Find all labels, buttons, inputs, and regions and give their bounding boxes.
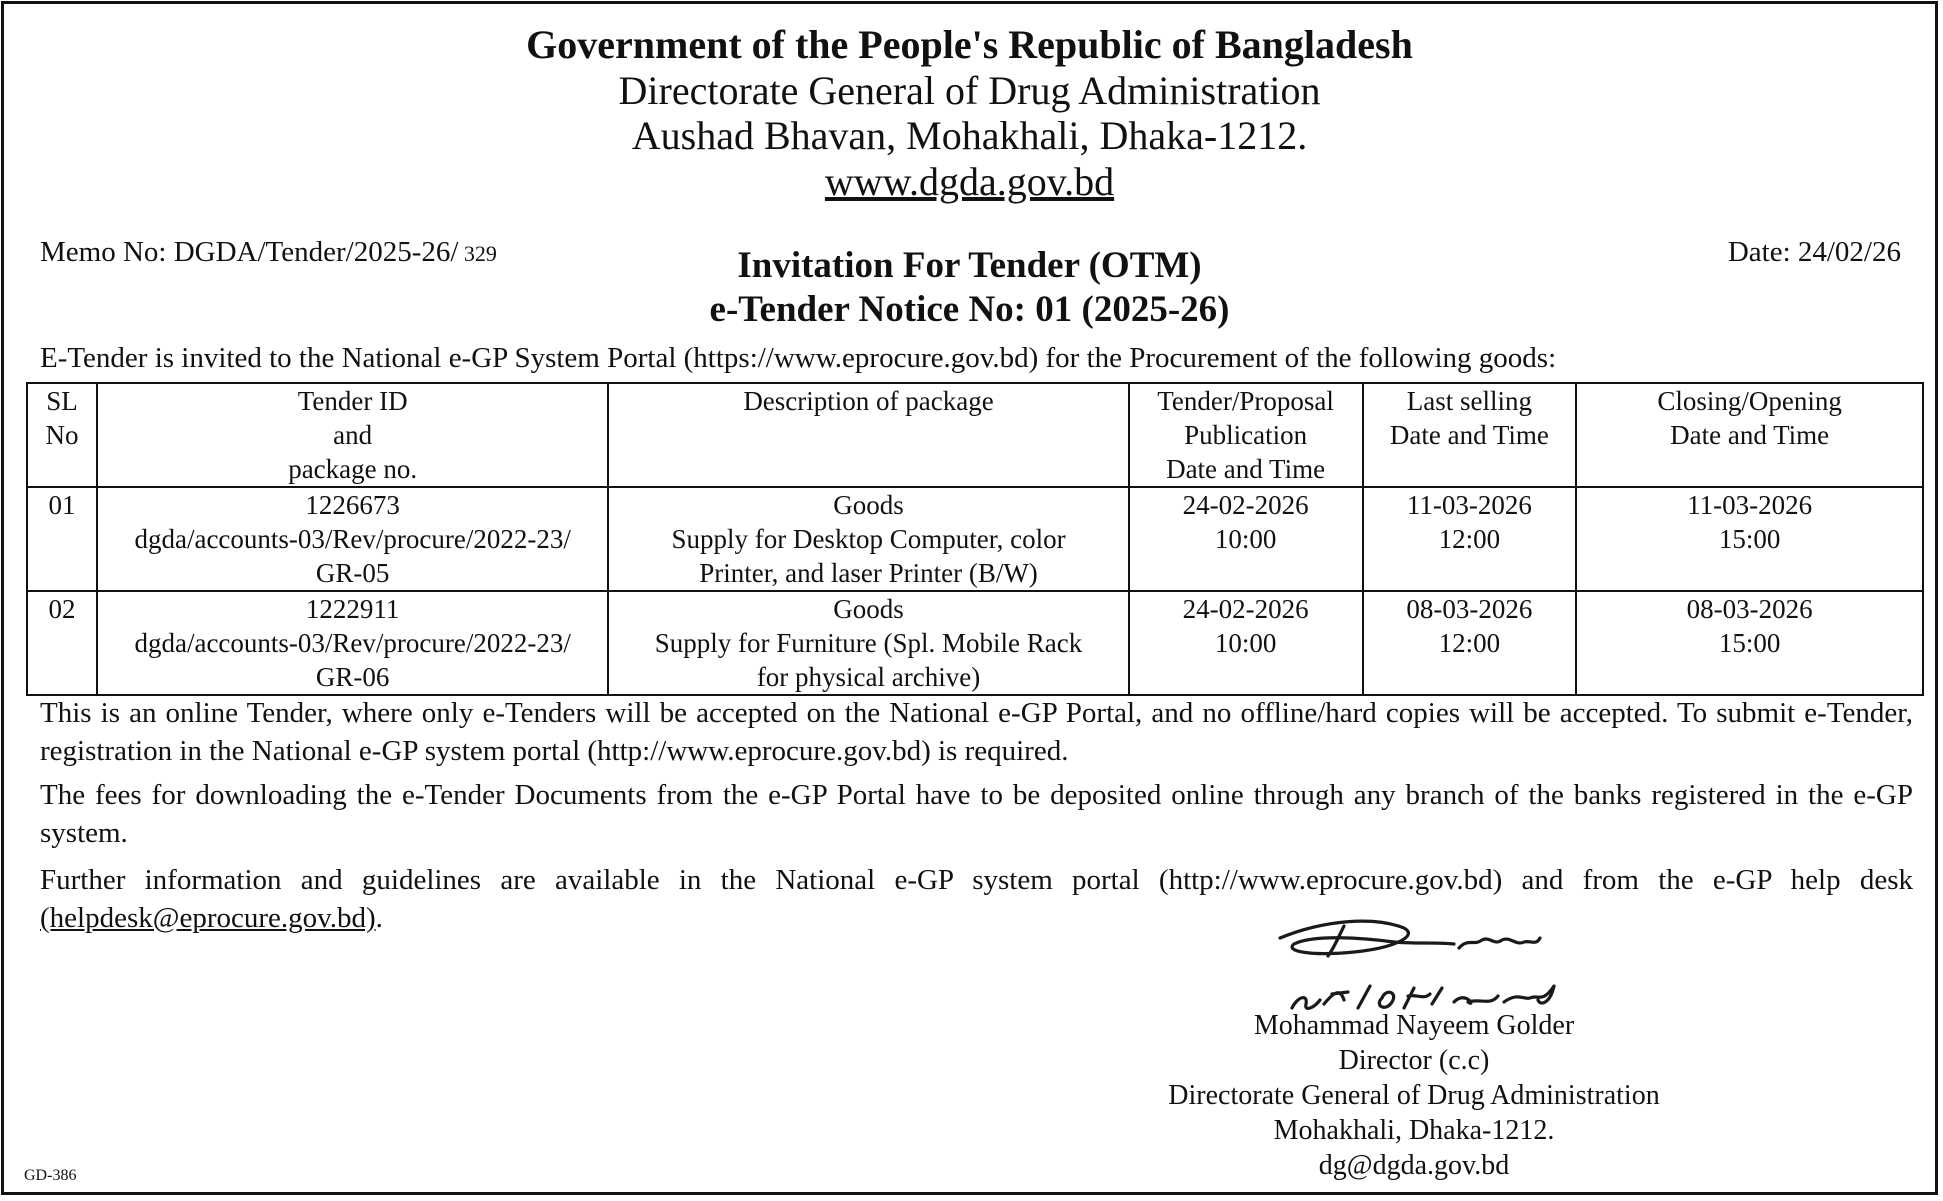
header-description: Description of package	[608, 383, 1128, 487]
further-info-end: .	[375, 902, 383, 934]
memo-serial: 329	[458, 241, 497, 266]
cell-sl: 01	[27, 487, 97, 591]
cell-last-selling: 11-03-2026 12:00	[1363, 487, 1577, 591]
helpdesk-email-link[interactable]: (helpdesk@eprocure.gov.bd)	[40, 902, 376, 934]
signatory-email[interactable]: dg@dgda.gov.bd	[1318, 1150, 1510, 1181]
notice-title: Invitation For Tender (OTM)	[737, 245, 1202, 286]
signature-block	[1144, 1008, 1684, 1183]
letterhead	[4, 22, 1935, 204]
table-header-row	[27, 383, 1923, 487]
signatory-name: Mohammad Nayeem Golder	[1253, 1010, 1575, 1041]
header-closing-opening: Closing/Opening Date and Time	[1576, 383, 1923, 487]
signatory-office: Directorate General of Drug Administration	[1168, 1080, 1660, 1111]
cell-tender-id: 1222911 dgda/accounts-03/Rev/procure/2022-23/ GR-06	[97, 591, 608, 695]
handwritten-signature-icon	[1254, 908, 1654, 1020]
footer-code: GD-386	[24, 1167, 77, 1184]
cell-closing-opening: 11-03-2026 15:00	[1576, 487, 1923, 591]
notice-number: e-Tender Notice No: 01 (2025-26)	[709, 289, 1230, 331]
header-last-selling: Last selling Date and Time	[1363, 383, 1577, 487]
intro-text: E-Tender is invited to the National e-GP System Portal (https://www.eprocure.gov.bd) for the Procurement of the following goods:	[40, 342, 1557, 374]
notice-date: Date: 24/02/26	[1727, 236, 1901, 268]
table-row	[27, 591, 1923, 695]
cell-publication: 24-02-2026 10:00	[1129, 487, 1363, 591]
cell-publication: 24-02-2026 10:00	[1129, 591, 1363, 695]
cell-sl: 02	[27, 591, 97, 695]
header-tender-id: Tender ID and package no.	[97, 383, 608, 487]
office-address: Aushad Bhavan, Mohakhali, Dhaka-1212.	[631, 113, 1308, 159]
cell-tender-id: 1226673 dgda/accounts-03/Rev/procure/2022-23/ GR-05	[97, 487, 608, 591]
signatory-location: Mohakhali, Dhaka-1212.	[1273, 1115, 1555, 1146]
tender-table	[26, 382, 1924, 696]
website-link[interactable]: www.dgda.gov.bd	[824, 158, 1115, 204]
cell-description: Goods Supply for Desktop Computer, color Printer, and laser Printer (B/W)	[608, 487, 1128, 591]
fees-paragraph: The fees for downloading the e-Tender Documents from the e-GP Portal have to be deposited online through any branch of the banks registered in the e-GP system.	[40, 779, 1913, 849]
header-publication-date: Tender/Proposal Publication Date and Time	[1129, 383, 1363, 487]
directorate-name: Directorate General of Drug Administration	[618, 67, 1321, 113]
memo-prefix: Memo No: DGDA/Tender/2025-26/	[40, 236, 459, 268]
signatory-designation: Director (c.c)	[1338, 1045, 1490, 1076]
tender-notice-page	[1, 1, 1938, 1195]
notice-titles	[4, 244, 1935, 333]
header-sl-no: SL No	[27, 383, 97, 487]
further-info-text: Further information and guidelines are available in the National e-GP system portal (http://www.eprocure.gov.bd) and from the e-GP help desk	[40, 864, 1913, 896]
online-tender-paragraph: This is an online Tender, where only e-Tenders will be accepted on the National e-GP Portal, and no offline/hard copies will be accepted. To submit e-Tender, registration in the National e-GP system portal (http://www.eprocure.gov.bd) is required.	[40, 697, 1913, 767]
table-row	[27, 487, 1923, 591]
cell-closing-opening: 08-03-2026 15:00	[1576, 591, 1923, 695]
cell-description: Goods Supply for Furniture (Spl. Mobile Rack for physical archive)	[608, 591, 1128, 695]
government-name: Government of the People's Republic of Bangladesh	[526, 22, 1413, 67]
cell-last-selling: 08-03-2026 12:00	[1363, 591, 1577, 695]
